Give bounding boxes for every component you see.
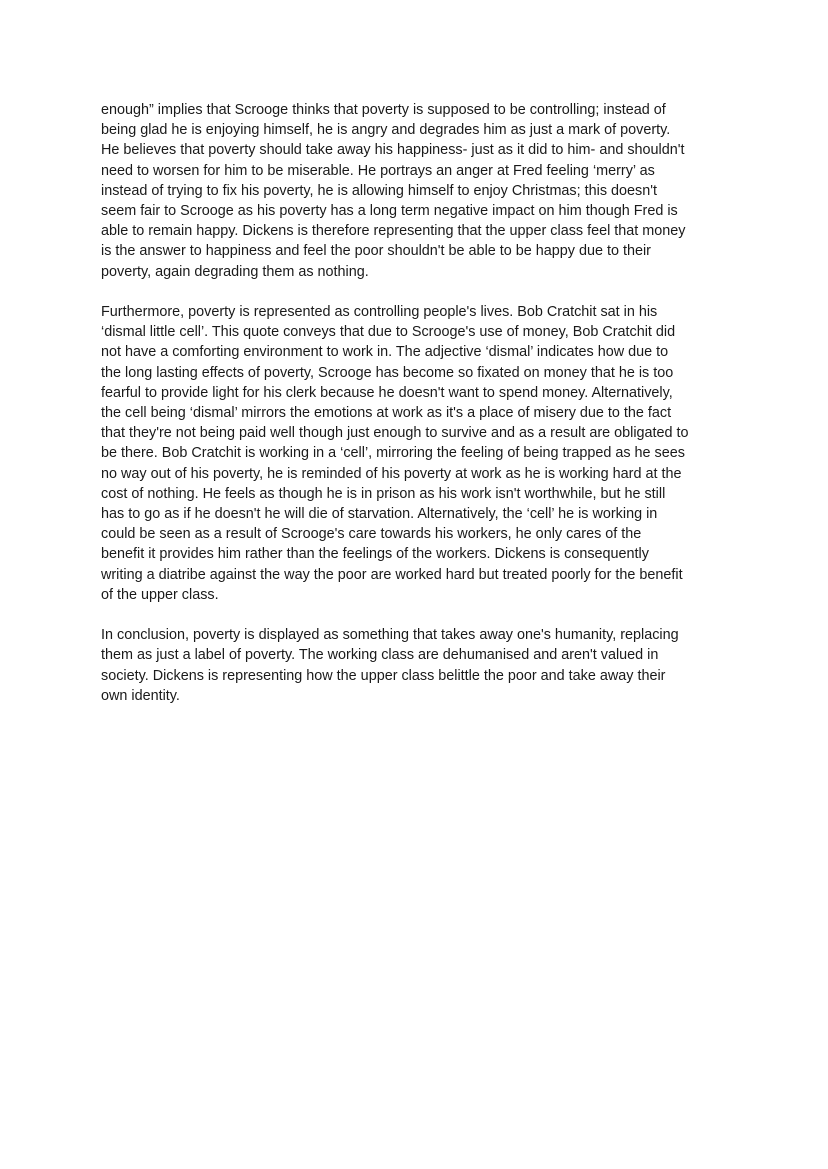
text-line: has to go as if he doesn't he will die of starvation. Alternatively, the ‘cell’ he is working in xyxy=(101,506,658,523)
text-line: is the answer to happiness and feel the poor shouldn't be able to be happy due to their xyxy=(101,243,651,260)
paragraph-poverty-controlling xyxy=(101,302,731,605)
text-line: of the upper class. xyxy=(101,586,219,603)
text-line: enough” implies that Scrooge thinks that poverty is supposed to be controlling; instead of xyxy=(101,102,666,118)
text-line: could be seen as a result of Scrooge's care towards his workers, he only cares of the xyxy=(101,526,642,543)
text-line: instead of trying to fix his poverty, he is allowing himself to enjoy Christmas; this doesn't xyxy=(101,182,657,199)
text-line: the cell being ‘dismal’ mirrors the emotions at work as it's a place of misery due to the fact xyxy=(101,405,672,422)
text-line: society. Dickens is representing how the upper class belittle the poor and take away their xyxy=(101,667,666,684)
text-line: cost of nothing. He feels as though he is in prison as his work isn't worthwhile, but he still xyxy=(101,485,666,502)
text-line: able to remain happy. Dickens is therefore representing that the upper class feel that money xyxy=(101,223,686,240)
document-body xyxy=(101,100,731,726)
text-line: no way out of his poverty, he is reminded of his poverty at work as he is working hard at the xyxy=(101,465,682,482)
text-line: them as just a label of poverty. The working class are dehumanised and aren't valued in xyxy=(101,647,659,664)
text-line: In conclusion, poverty is displayed as something that takes away one's humanity, replacing xyxy=(101,627,679,644)
text-line: poverty, again degrading them as nothing. xyxy=(101,263,369,280)
paragraph-poverty-happiness xyxy=(101,100,731,282)
text-line: the long lasting effects of poverty, Scrooge has become so fixated on money that he is too xyxy=(101,364,674,381)
text-line: writing a diatribe against the way the poor are worked hard but treated poorly for the benefit xyxy=(101,566,683,583)
text-line: be there. Bob Cratchit is working in a ‘cell’, mirroring the feeling of being trapped as he sees xyxy=(101,445,685,462)
text-line: not have a comforting environment to work in. The adjective ‘dismal’ indicates how due to xyxy=(101,344,669,361)
text-line: being glad he is enjoying himself, he is angry and degrades him as just a mark of poverty. xyxy=(101,122,671,139)
text-line: fearful to provide light for his clerk because he doesn't want to spend money. Alternatively, xyxy=(101,384,673,401)
text-line: ‘dismal little cell’. This quote conveys that due to Scrooge's use of money, Bob Cratchit did xyxy=(101,324,676,341)
text-line: own identity. xyxy=(101,687,180,704)
text-line: He believes that poverty should take away his happiness- just as it did to him- and shouldn't xyxy=(101,142,685,159)
text-line: need to worsen for him to be miserable. He portrays an anger at Fred feeling ‘merry’ as xyxy=(101,162,655,179)
text-line: that they're not being paid well though just enough to survive and as a result are obligated to xyxy=(101,425,689,442)
text-line: benefit it provides him rather than the feelings of the workers. Dickens is consequently xyxy=(101,546,649,563)
text-line: seem fair to Scrooge as his poverty has a long term negative impact on him though Fred is xyxy=(101,203,678,220)
text-line: Furthermore, poverty is represented as controlling people's lives. Bob Cratchit sat in his xyxy=(101,304,658,321)
paragraph-conclusion xyxy=(101,625,731,706)
